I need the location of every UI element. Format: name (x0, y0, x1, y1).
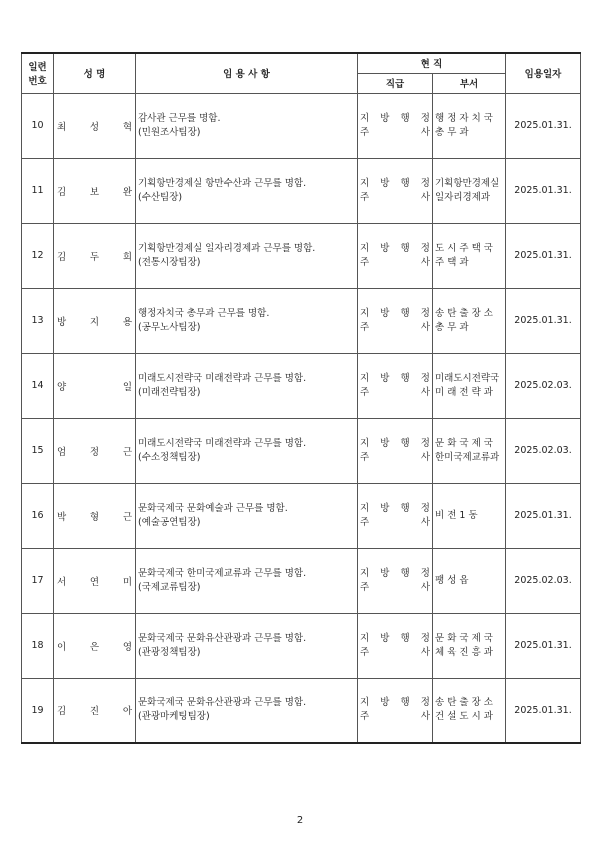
person-name: 엄 정 근 (54, 418, 136, 483)
person-name: 김 두 희 (54, 223, 136, 288)
serial-number: 13 (22, 288, 54, 353)
person-name: 이 은 영 (54, 613, 136, 678)
table-body (22, 93, 581, 743)
person-name: 양 일 (54, 353, 136, 418)
serial-number: 14 (22, 353, 54, 418)
dept-line-1: 도 시 주 택 국 (435, 242, 493, 254)
person-name: 김 진 아 (54, 678, 136, 743)
duty-text: 행정자치국 총무과 근무를 명함. (138, 307, 270, 319)
department-cell (433, 548, 506, 613)
grade-cell: 지 방 행 정 주 사 (358, 613, 433, 678)
department-cell (433, 418, 506, 483)
duty-cell (136, 93, 358, 158)
department-cell (433, 288, 506, 353)
serial-number: 17 (22, 548, 54, 613)
duty-text: 문화국제국 문화유산관광과 근무를 명함. (138, 697, 307, 709)
dept-line-2: 건 설 도 시 과 (435, 711, 493, 723)
grade-cell: 지 방 행 정 주 사 (358, 93, 433, 158)
grade-cell: 지 방 행 정 주 사 (358, 548, 433, 613)
department-cell (433, 158, 506, 223)
duty-text: 문화국제국 한미국제교류과 근무를 명함. (138, 567, 307, 579)
table-row (22, 418, 581, 483)
department-cell (433, 93, 506, 158)
table-row (22, 93, 581, 158)
table-row (22, 483, 581, 548)
duty-team: (전통시장팀장) (138, 256, 201, 268)
duty-cell (136, 678, 358, 743)
grade-cell: 지 방 행 정 주 사 (358, 678, 433, 743)
serial-number: 11 (22, 158, 54, 223)
dept-line-1: 기획항만경제실 (435, 177, 500, 189)
serial-number: 19 (22, 678, 54, 743)
dept-line-1: 미래도시전략국 (435, 372, 500, 384)
duty-team: (국제교류팀장) (138, 581, 201, 593)
duty-team: (민원조사팀장) (138, 126, 201, 138)
department-cell (433, 223, 506, 288)
appointment-date: 2025.02.03. (506, 548, 581, 613)
person-name: 박 형 근 (54, 483, 136, 548)
department-cell (433, 353, 506, 418)
serial-number: 12 (22, 223, 54, 288)
grade-cell: 지 방 행 정 주 사 (358, 353, 433, 418)
appointment-date: 2025.01.31. (506, 613, 581, 678)
dept-line-2: 총 무 과 (435, 321, 469, 333)
appointment-date: 2025.02.03. (506, 353, 581, 418)
dept-line-2: 총 무 과 (435, 126, 469, 138)
dept-line-1: 송 탄 출 장 소 (435, 307, 493, 319)
grade-cell: 지 방 행 정 주 사 (358, 158, 433, 223)
grade-cell: 지 방 행 정 주 사 (358, 483, 433, 548)
dept-line-2: 체 육 진 흥 과 (435, 646, 493, 658)
table-row (22, 288, 581, 353)
appointment-date: 2025.01.31. (506, 93, 581, 158)
header-appointment-date: 임용일자 (506, 53, 581, 93)
grade-cell: 지 방 행 정 주 사 (358, 288, 433, 353)
dept-line-1: 행 정 자 치 국 (435, 112, 493, 124)
appointment-date: 2025.01.31. (506, 223, 581, 288)
dept-line-1: 팽 성 읍 (435, 574, 469, 586)
duty-text: 기획항만경제실 항만수산과 근무를 명함. (138, 177, 307, 189)
duty-team: (수소정책팀장) (138, 451, 201, 463)
header-name: 성 명 (54, 53, 136, 93)
appointment-table (21, 52, 581, 744)
table-row (22, 223, 581, 288)
duty-cell (136, 288, 358, 353)
dept-line-1: 비 전 1 동 (435, 509, 478, 521)
duty-cell (136, 418, 358, 483)
serial-number: 10 (22, 93, 54, 158)
table-row (22, 548, 581, 613)
serial-number: 18 (22, 613, 54, 678)
header-grade: 직급 (358, 73, 433, 93)
duty-team: (공무노사팀장) (138, 321, 201, 333)
grade-cell: 지 방 행 정 주 사 (358, 223, 433, 288)
duty-cell (136, 548, 358, 613)
header-serial-number: 일련 번호 (22, 53, 54, 93)
header-department: 부서 (433, 73, 506, 93)
duty-cell (136, 353, 358, 418)
duty-text: 문화국제국 문화예술과 근무를 명함. (138, 502, 288, 514)
duty-text: 미래도시전략국 미래전략과 근무를 명함. (138, 372, 307, 384)
duty-cell (136, 483, 358, 548)
duty-cell (136, 223, 358, 288)
dept-line-1: 문 화 국 제 국 (435, 632, 493, 644)
appointment-date: 2025.01.31. (506, 288, 581, 353)
duty-text: 감사관 근무를 명함. (138, 112, 221, 124)
duty-team: (관광정책팀장) (138, 646, 201, 658)
dept-line-2: 주 택 과 (435, 256, 469, 268)
person-name: 김 보 완 (54, 158, 136, 223)
department-cell (433, 613, 506, 678)
table-row (22, 613, 581, 678)
appointment-date: 2025.01.31. (506, 678, 581, 743)
department-cell (433, 483, 506, 548)
person-name: 서 연 미 (54, 548, 136, 613)
duty-text: 기획항만경제실 일자리경제과 근무를 명함. (138, 242, 316, 254)
grade-cell: 지 방 행 정 주 사 (358, 418, 433, 483)
dept-line-2: 일자리경제과 (435, 191, 491, 203)
table-row (22, 353, 581, 418)
appointment-date: 2025.01.31. (506, 483, 581, 548)
duty-team: (관광마케팅팀장) (138, 711, 210, 723)
header-current-position: 현 직 (358, 53, 506, 73)
dept-line-2: 미 래 전 략 과 (435, 386, 493, 398)
appointment-date: 2025.01.31. (506, 158, 581, 223)
table-row (22, 158, 581, 223)
duty-team: (예술공연팀장) (138, 516, 201, 528)
duty-text: 문화국제국 문화유산관광과 근무를 명함. (138, 632, 307, 644)
serial-number: 16 (22, 483, 54, 548)
duty-team: (수산팀장) (138, 191, 183, 203)
dept-line-1: 송 탄 출 장 소 (435, 697, 493, 709)
page-number: 2 (296, 815, 304, 826)
person-name: 최 성 혁 (54, 93, 136, 158)
person-name: 방 지 용 (54, 288, 136, 353)
table-row (22, 678, 581, 743)
dept-line-2: 한미국제교류과 (435, 451, 500, 463)
department-cell (433, 678, 506, 743)
header-duty: 임 용 사 항 (136, 53, 358, 93)
serial-number: 15 (22, 418, 54, 483)
duty-cell (136, 158, 358, 223)
duty-team: (미래전략팀장) (138, 386, 201, 398)
appointment-date: 2025.02.03. (506, 418, 581, 483)
duty-cell (136, 613, 358, 678)
dept-line-1: 문 화 국 제 국 (435, 437, 493, 449)
duty-text: 미래도시전략국 미래전략과 근무를 명함. (138, 437, 307, 449)
